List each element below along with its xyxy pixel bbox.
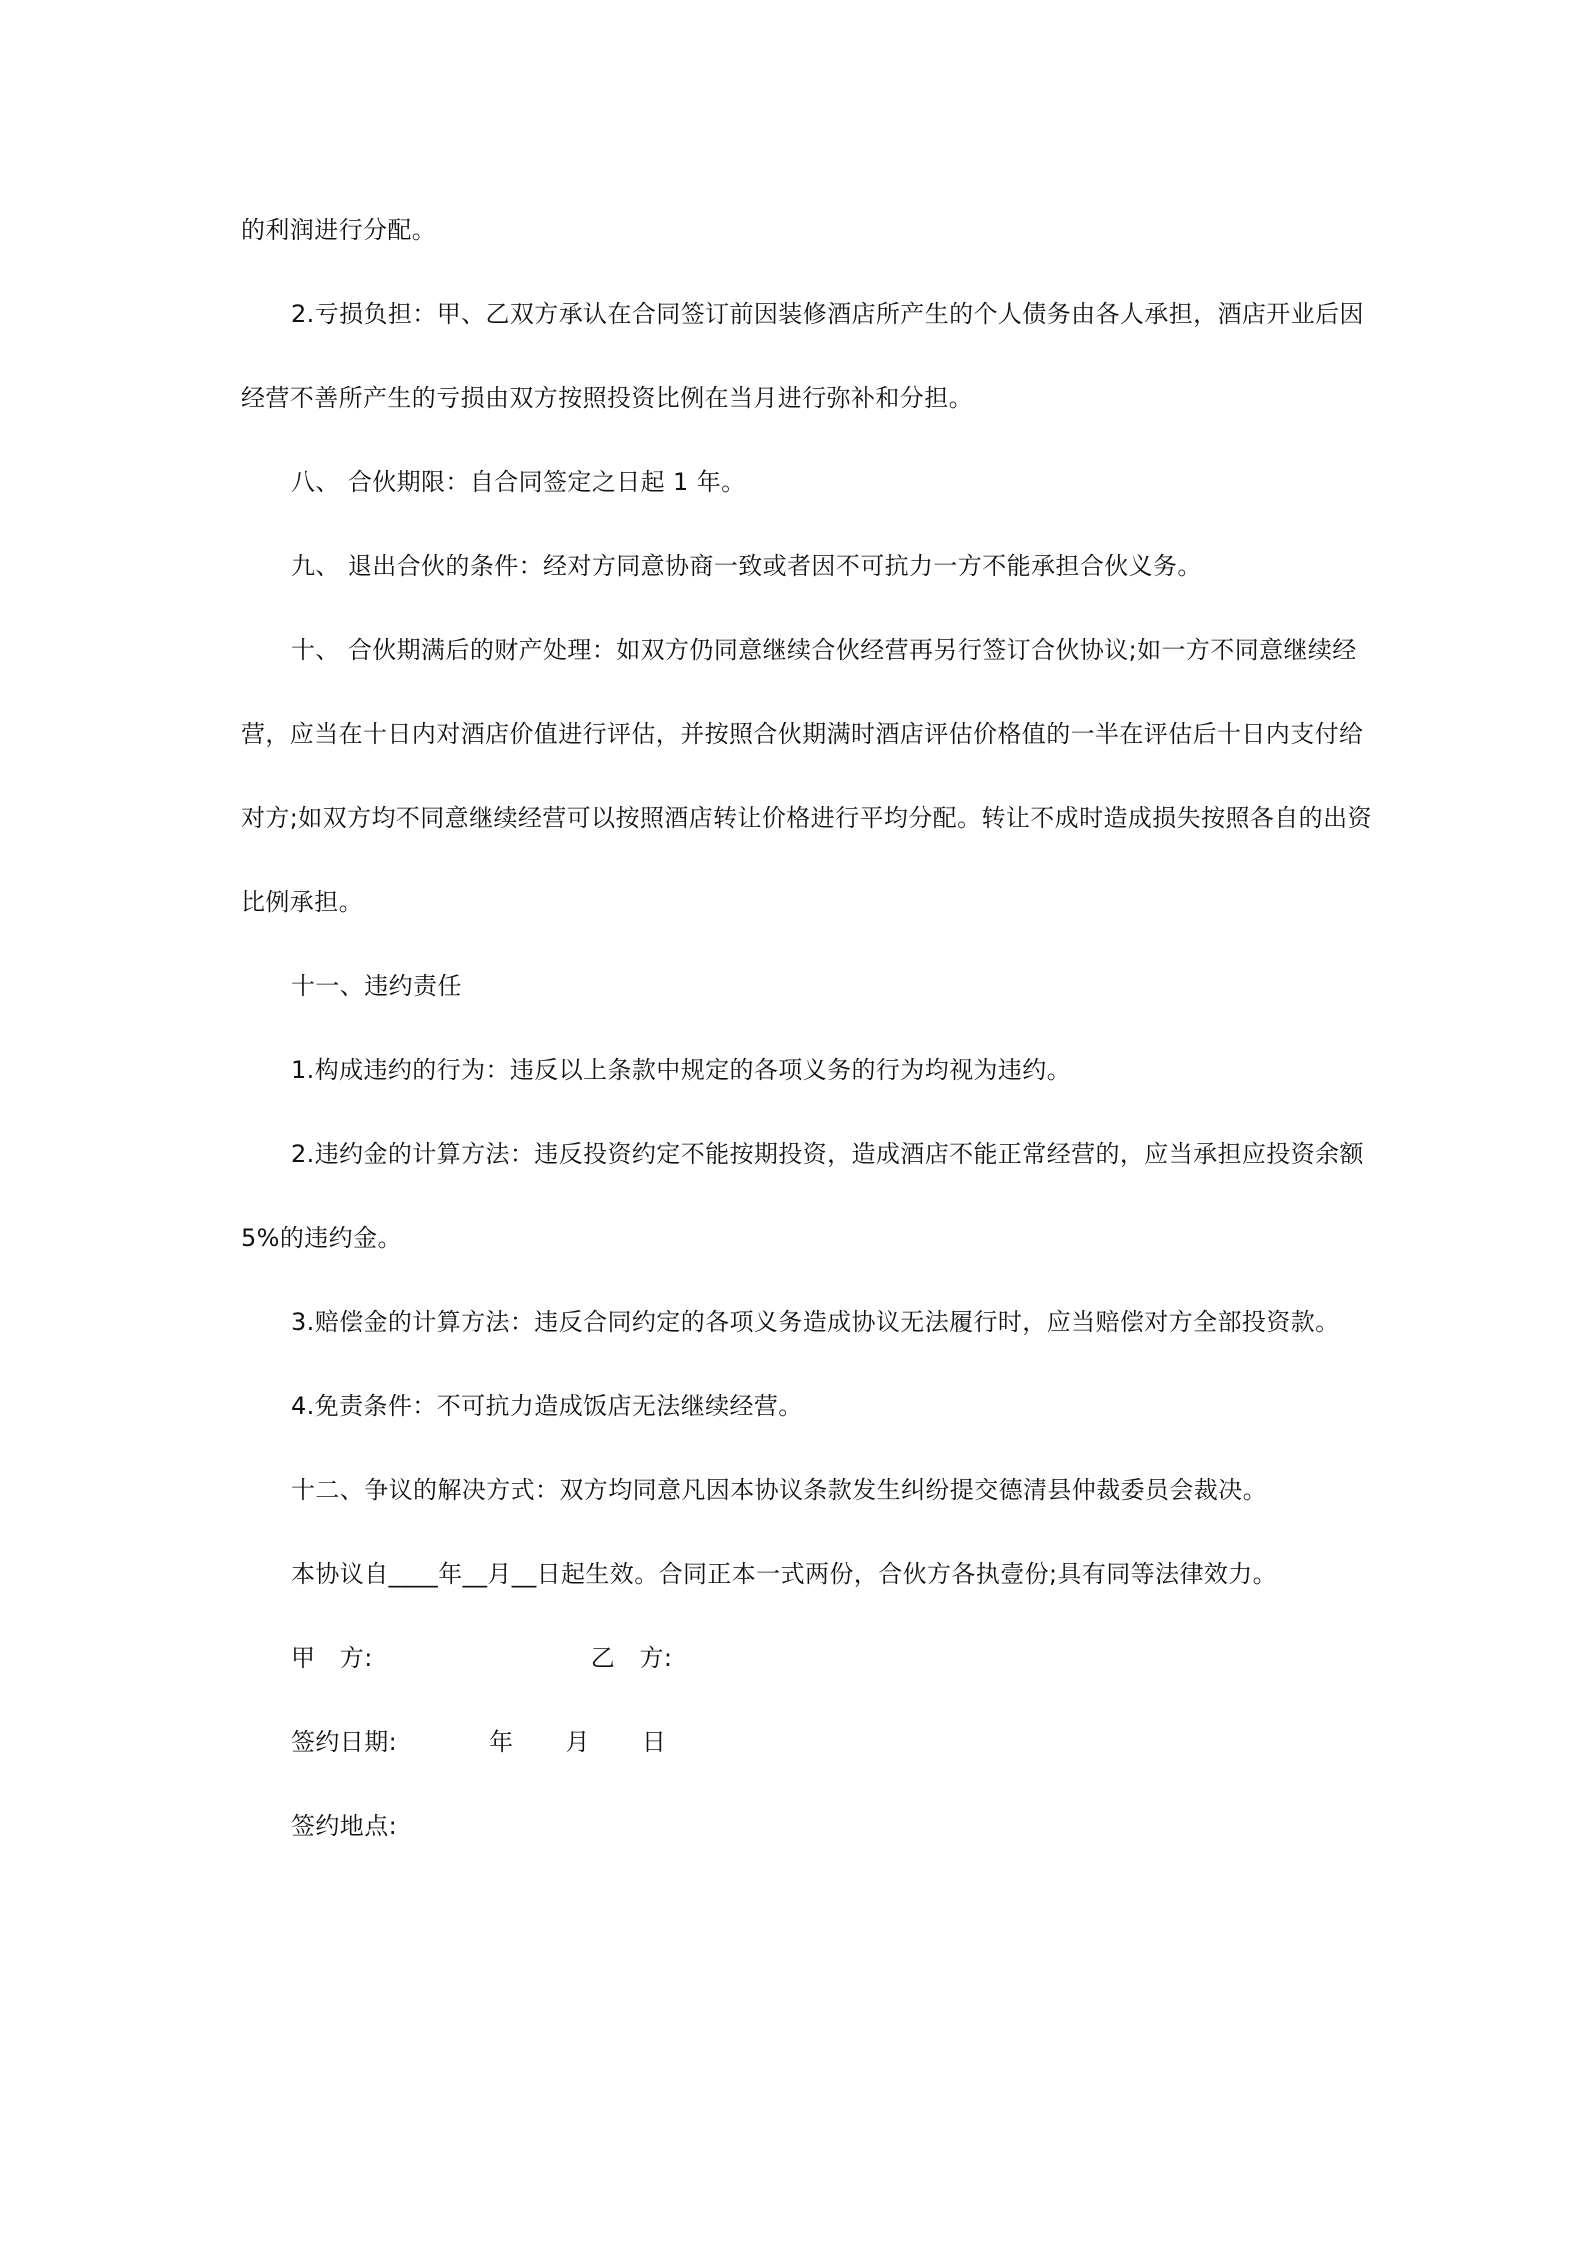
paragraph-penalty-calc-line2: 5%的违约金。 xyxy=(241,1224,402,1252)
paragraph-exemption: 4.免责条件：不可抗力造成饭店无法继续经营。 xyxy=(291,1392,803,1420)
party-a-label: 甲 方: xyxy=(291,1644,373,1672)
party-b-label: 乙 方: xyxy=(590,1644,673,1672)
paragraph-property-handling-line3: 对方;如双方均不同意继续经营可以按照酒店转让价格进行平均分配。转让不成时造成损失按照各自的出资 xyxy=(241,804,1372,832)
paragraph-compensation-calc: 3.赔偿金的计算方法：违反合同约定的各项义务造成协议无法履行时，应当赔偿对方全部投资款。 xyxy=(291,1308,1340,1336)
signing-date-row xyxy=(291,1726,666,1758)
signature-parties-row xyxy=(291,1642,672,1674)
signing-day-label: 日 xyxy=(641,1728,667,1756)
paragraph-property-handling-line2: 营，应当在十日内对酒店价值进行评估，并按照合伙期满时酒店评估价格值的一半在评估后十日内支付给 xyxy=(241,720,1364,748)
paragraph-property-handling-line4: 比例承担。 xyxy=(241,888,363,916)
paragraph-profit-distribution-end: 的利润进行分配。 xyxy=(241,216,437,244)
signing-date-label: 签约日期: xyxy=(291,1728,398,1756)
signing-place-row xyxy=(291,1810,397,1842)
paragraph-breach-behavior: 1.构成违约的行为：违反以上条款中规定的各项义务的行为均视为违约。 xyxy=(291,1056,1072,1084)
paragraph-loss-sharing-line2: 经营不善所产生的亏损由双方按照投资比例在当月进行弥补和分担。 xyxy=(241,384,973,412)
paragraph-dispute-resolution: 十二、争议的解决方式：双方均同意凡因本协议条款发生纠纷提交德清县仲裁委员会裁决。 xyxy=(291,1476,1267,1504)
signing-year-label: 年 xyxy=(489,1728,514,1756)
paragraph-property-handling-line1: 十、 合伙期满后的财产处理：如双方仍同意继续合伙经营再另行签订合伙协议;如一方不同意继续经 xyxy=(291,636,1357,664)
paragraph-penalty-calc-line1: 2.违约金的计算方法：违反投资约定不能按期投资，造成酒店不能正常经营的，应当承担应投资余额 xyxy=(291,1140,1364,1168)
signing-place-label: 签约地点: xyxy=(291,1812,398,1840)
paragraph-loss-sharing-line1: 2.亏损负担：甲、乙双方承认在合同签订前因装修酒店所产生的个人债务由各人承担，酒店开业后因 xyxy=(291,300,1364,328)
paragraph-withdrawal-conditions: 九、 退出合伙的条件：经对方同意协商一致或者因不可抗力一方不能承担合伙义务。 xyxy=(291,552,1202,580)
signing-month-label: 月 xyxy=(565,1728,590,1756)
paragraph-effective-date: 本协议自____年__月__日起生效。合同正本一式两份，合伙方各执壹份;具有同等法律效力。 xyxy=(291,1560,1278,1588)
section-heading-liability: 十一、违约责任 xyxy=(291,972,462,1000)
paragraph-partnership-term: 八、 合伙期限：自合同签定之日起 1 年。 xyxy=(291,468,746,496)
